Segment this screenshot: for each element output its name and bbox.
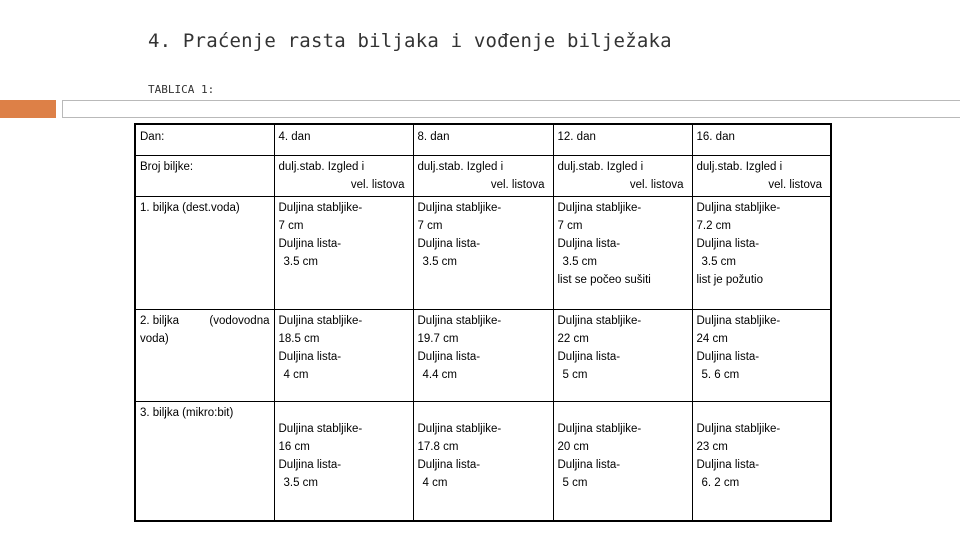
row-label-line-2: voda)	[140, 333, 169, 346]
leaf-note: list je požutio	[696, 274, 763, 287]
table-row	[135, 402, 831, 521]
stem-value: 18.5 cm	[278, 333, 320, 346]
subheader-cell	[553, 155, 692, 197]
row-label-plant-1: 1. biljka (dest.voda)	[135, 197, 274, 310]
accent-bar	[0, 100, 56, 118]
leaf-value: 5 cm	[562, 369, 588, 382]
plant-growth-table	[134, 123, 832, 522]
measurement-cell	[692, 197, 831, 310]
measurement-cell	[274, 310, 413, 402]
leaf-value: 4 cm	[283, 369, 309, 382]
stem-value: 20 cm	[557, 441, 589, 454]
stem-value: 17.8 cm	[417, 441, 459, 454]
subheader-line-1: dulj.stab. Izgled i	[696, 160, 783, 173]
slide-title: 4. Praćenje rasta biljaka i vođenje bilježaka	[148, 30, 672, 52]
stem-value: 22 cm	[557, 333, 589, 346]
measurement-cell	[413, 310, 553, 402]
header-day-8: 8. dan	[413, 124, 553, 155]
stem-label: Duljina stabljike-	[417, 315, 502, 328]
measurement-cell	[413, 402, 553, 521]
subheader-line-1: dulj.stab. Izgled i	[417, 160, 504, 173]
decorative-frame-line	[62, 100, 960, 118]
stem-label: Duljina stabljike-	[557, 315, 642, 328]
stem-value: 23 cm	[696, 441, 728, 454]
leaf-label: Duljina lista-	[696, 238, 760, 251]
table-row	[135, 310, 831, 402]
leaf-label: Duljina lista-	[557, 459, 621, 472]
stem-label: Duljina stabljike-	[278, 423, 363, 436]
stem-label: Duljina stabljike-	[696, 315, 781, 328]
stem-value: 19.7 cm	[417, 333, 459, 346]
subheader-line-2: vel. listova	[629, 178, 684, 191]
leaf-label: Duljina lista-	[417, 351, 481, 364]
leaf-value: 3.5 cm	[562, 256, 598, 269]
subheader-label-cell: Broj biljke:	[135, 155, 274, 197]
header-day-12: 12. dan	[553, 124, 692, 155]
leaf-label: Duljina lista-	[696, 459, 760, 472]
measurement-cell	[553, 310, 692, 402]
subheader-cell	[692, 155, 831, 197]
subheader-line-1: dulj.stab. Izgled i	[278, 160, 365, 173]
leaf-value: 6. 2 cm	[701, 477, 740, 490]
measurement-cell	[274, 197, 413, 310]
measurement-cell	[692, 310, 831, 402]
header-label-cell: Dan:	[135, 124, 274, 155]
measurement-cell	[692, 402, 831, 521]
table-subheader-row	[135, 155, 831, 197]
row-label-part: (vodovodna	[209, 315, 270, 328]
measurement-cell	[553, 402, 692, 521]
leaf-value: 5. 6 cm	[701, 369, 740, 382]
row-label-plant-3: 3. biljka (mikro:bit)	[135, 402, 274, 521]
leaf-label: Duljina lista-	[278, 459, 342, 472]
leaf-note: list se počeo sušiti	[557, 274, 651, 287]
leaf-label: Duljina lista-	[278, 351, 342, 364]
leaf-label: Duljina lista-	[557, 238, 621, 251]
leaf-label: Duljina lista-	[417, 238, 481, 251]
stem-label: Duljina stabljike-	[417, 202, 502, 215]
leaf-value: 3.5 cm	[701, 256, 737, 269]
stem-label: Duljina stabljike-	[417, 423, 502, 436]
stem-value: 24 cm	[696, 333, 728, 346]
subheader-line-2: vel. listova	[350, 178, 405, 191]
stem-label: Duljina stabljike-	[696, 202, 781, 215]
leaf-value: 4.4 cm	[422, 369, 458, 382]
leaf-label: Duljina lista-	[278, 238, 342, 251]
leaf-label: Duljina lista-	[417, 459, 481, 472]
subheader-cell	[413, 155, 553, 197]
stem-label: Duljina stabljike-	[278, 202, 363, 215]
stem-value: 7 cm	[417, 220, 443, 233]
subheader-line-2: vel. listova	[490, 178, 545, 191]
header-day-4: 4. dan	[274, 124, 413, 155]
leaf-value: 3.5 cm	[283, 477, 319, 490]
leaf-label: Duljina lista-	[696, 351, 760, 364]
measurement-cell	[274, 402, 413, 521]
leaf-value: 5 cm	[562, 477, 588, 490]
leaf-value: 3.5 cm	[422, 256, 458, 269]
stem-value: 7 cm	[557, 220, 583, 233]
stem-value: 7 cm	[278, 220, 304, 233]
measurement-cell	[413, 197, 553, 310]
stem-label: Duljina stabljike-	[278, 315, 363, 328]
stem-value: 16 cm	[278, 441, 310, 454]
measurement-cell	[553, 197, 692, 310]
leaf-value: 3.5 cm	[283, 256, 319, 269]
leaf-value: 4 cm	[422, 477, 448, 490]
table-header-row	[135, 124, 831, 155]
header-day-16: 16. dan	[692, 124, 831, 155]
stem-label: Duljina stabljike-	[557, 202, 642, 215]
row-label-line-1	[140, 312, 270, 330]
stem-value: 7.2 cm	[696, 220, 732, 233]
row-label-plant-2	[135, 310, 274, 402]
row-label-part: 2. biljka	[140, 315, 179, 328]
stem-label: Duljina stabljike-	[557, 423, 642, 436]
table-caption: TABLICA 1:	[148, 83, 215, 96]
subheader-line-2: vel. listova	[768, 178, 822, 191]
subheader-cell	[274, 155, 413, 197]
stem-label: Duljina stabljike-	[696, 423, 781, 436]
subheader-line-1: dulj.stab. Izgled i	[557, 160, 644, 173]
table-row	[135, 197, 831, 310]
leaf-label: Duljina lista-	[557, 351, 621, 364]
